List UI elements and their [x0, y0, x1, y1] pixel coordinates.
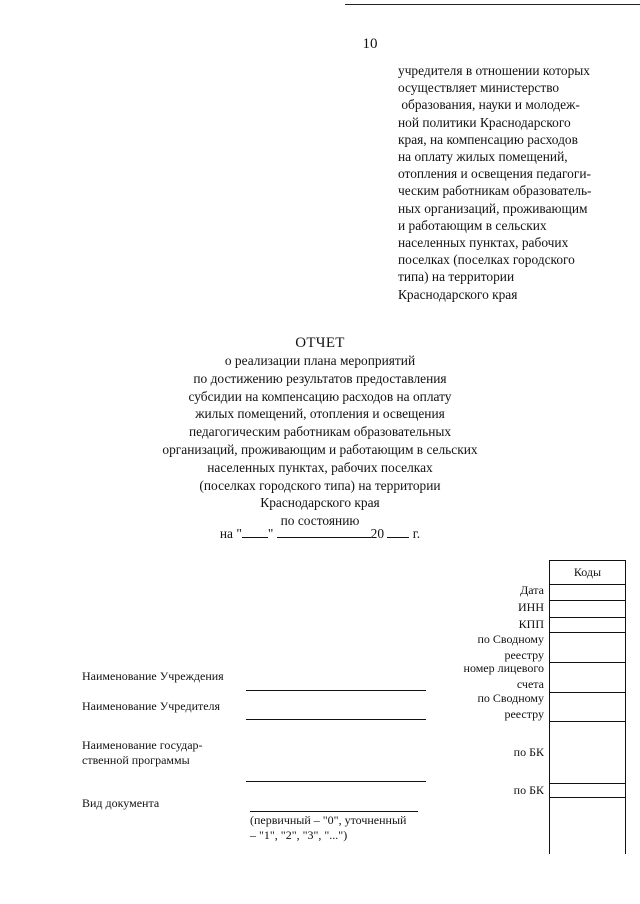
approval-line: образования, науки и молодеж-: [398, 97, 580, 113]
approval-line: ной политики Краснодарского: [398, 114, 571, 130]
top-rule: [345, 4, 640, 5]
approval-line: отопления и освещения педагоги-: [398, 166, 591, 182]
date-prefix: на ": [219, 526, 242, 541]
date-code-cell[interactable]: [550, 585, 626, 601]
approval-block: [398, 62, 592, 303]
bk-code-cell-2[interactable]: [550, 784, 626, 798]
account-label-line: номер лицевого: [463, 661, 544, 675]
date-mid: ": [267, 526, 274, 541]
subtitle-line: субсидии на компенсацию расходов на оплату: [188, 388, 452, 404]
date-year: 20: [370, 526, 385, 541]
approval-line: учредителя в отношении которых: [398, 63, 590, 78]
svod-registry-line: по Сводному: [477, 691, 544, 705]
subtitle-line: по состоянию: [280, 513, 360, 529]
svod-registry-line: по Сводному: [477, 632, 544, 646]
founder-field[interactable]: [246, 719, 426, 720]
account-label: [464, 661, 544, 692]
bk-label-2: по БК: [513, 783, 544, 797]
svod-registry-code-cell[interactable]: [550, 633, 626, 663]
approval-line: на оплату жилых помещений,: [398, 149, 568, 165]
date-suffix: г.: [412, 526, 421, 541]
svod-registry-label-2: [477, 691, 544, 722]
svod-registry-line: реестру: [504, 647, 544, 662]
doc-type-note-line: (первичный – "0", уточненный: [250, 813, 407, 827]
subtitle-line: (поселках городского типа) на территории: [199, 477, 441, 493]
report-heading: ОТЧЕТ: [295, 335, 345, 351]
report-date-line: [0, 525, 640, 542]
doc-type-note: [250, 813, 406, 842]
founder-registry-code-cell[interactable]: [550, 693, 626, 722]
subtitle-line: жилых помещений, отопления и освещения: [195, 406, 445, 422]
codes-header: Коды: [550, 561, 626, 585]
account-code-cell[interactable]: [550, 663, 626, 693]
day-blank[interactable]: [242, 525, 268, 538]
subtitle-line: населенных пунктах, рабочих поселках: [207, 459, 433, 475]
program-label-line1: Наименование государ-: [82, 738, 203, 752]
inn-code-cell[interactable]: [550, 601, 626, 618]
approval-line: типа) на территории: [398, 269, 515, 285]
approval-line: и работающим в сельских: [398, 217, 547, 233]
founder-label: Наименование Учредителя: [82, 699, 221, 713]
institution-field[interactable]: [246, 690, 426, 691]
bk-code-cell-1[interactable]: [550, 722, 626, 784]
approval-line: населенных пунктах, рабочих: [398, 235, 569, 251]
svod-registry-label-1: [477, 632, 544, 663]
kpp-label: КПП: [518, 617, 544, 631]
approval-line: ческим работникам образователь-: [398, 183, 592, 199]
doc-type-code-cell[interactable]: [550, 798, 626, 854]
inn-label: ИНН: [518, 600, 544, 614]
approval-line: ных организаций, проживающим: [398, 200, 588, 216]
page-number: 10: [362, 36, 378, 52]
program-field[interactable]: [246, 781, 426, 782]
report-subtitle: [0, 352, 640, 530]
codes-table: [549, 560, 626, 854]
doc-type-note-line: – "1", "2", "3", "..."): [250, 827, 348, 842]
bk-label-1: по БК: [513, 745, 544, 759]
subtitle-line: Краснодарского края: [260, 495, 380, 511]
kpp-code-cell[interactable]: [550, 618, 626, 633]
year-blank[interactable]: [387, 525, 409, 538]
doc-type-field[interactable]: [250, 811, 418, 812]
doc-type-label: Вид документа: [82, 796, 160, 810]
svod-registry-line: реестру: [504, 706, 544, 721]
approval-line: осуществляет министерство: [398, 80, 560, 96]
institution-label: Наименование Учреждения: [82, 669, 224, 683]
subtitle-line: педагогическим работникам образовательных: [188, 424, 452, 440]
subtitle-line: организаций, проживающим и работающим в сельских: [162, 441, 478, 457]
approval-line: края, на компенсацию расходов: [398, 131, 578, 147]
account-label-line: счета: [516, 676, 544, 691]
approval-line: Краснодарского края: [398, 286, 518, 302]
subtitle-line: по достижению результатов предоставления: [193, 370, 447, 386]
program-label-line2: ственной программы: [82, 753, 190, 767]
approval-line: поселках (поселках городского: [398, 252, 575, 268]
date-code-label: Дата: [520, 583, 544, 597]
subtitle-line: о реализации плана мероприятий: [224, 353, 416, 368]
month-blank[interactable]: [277, 525, 371, 538]
